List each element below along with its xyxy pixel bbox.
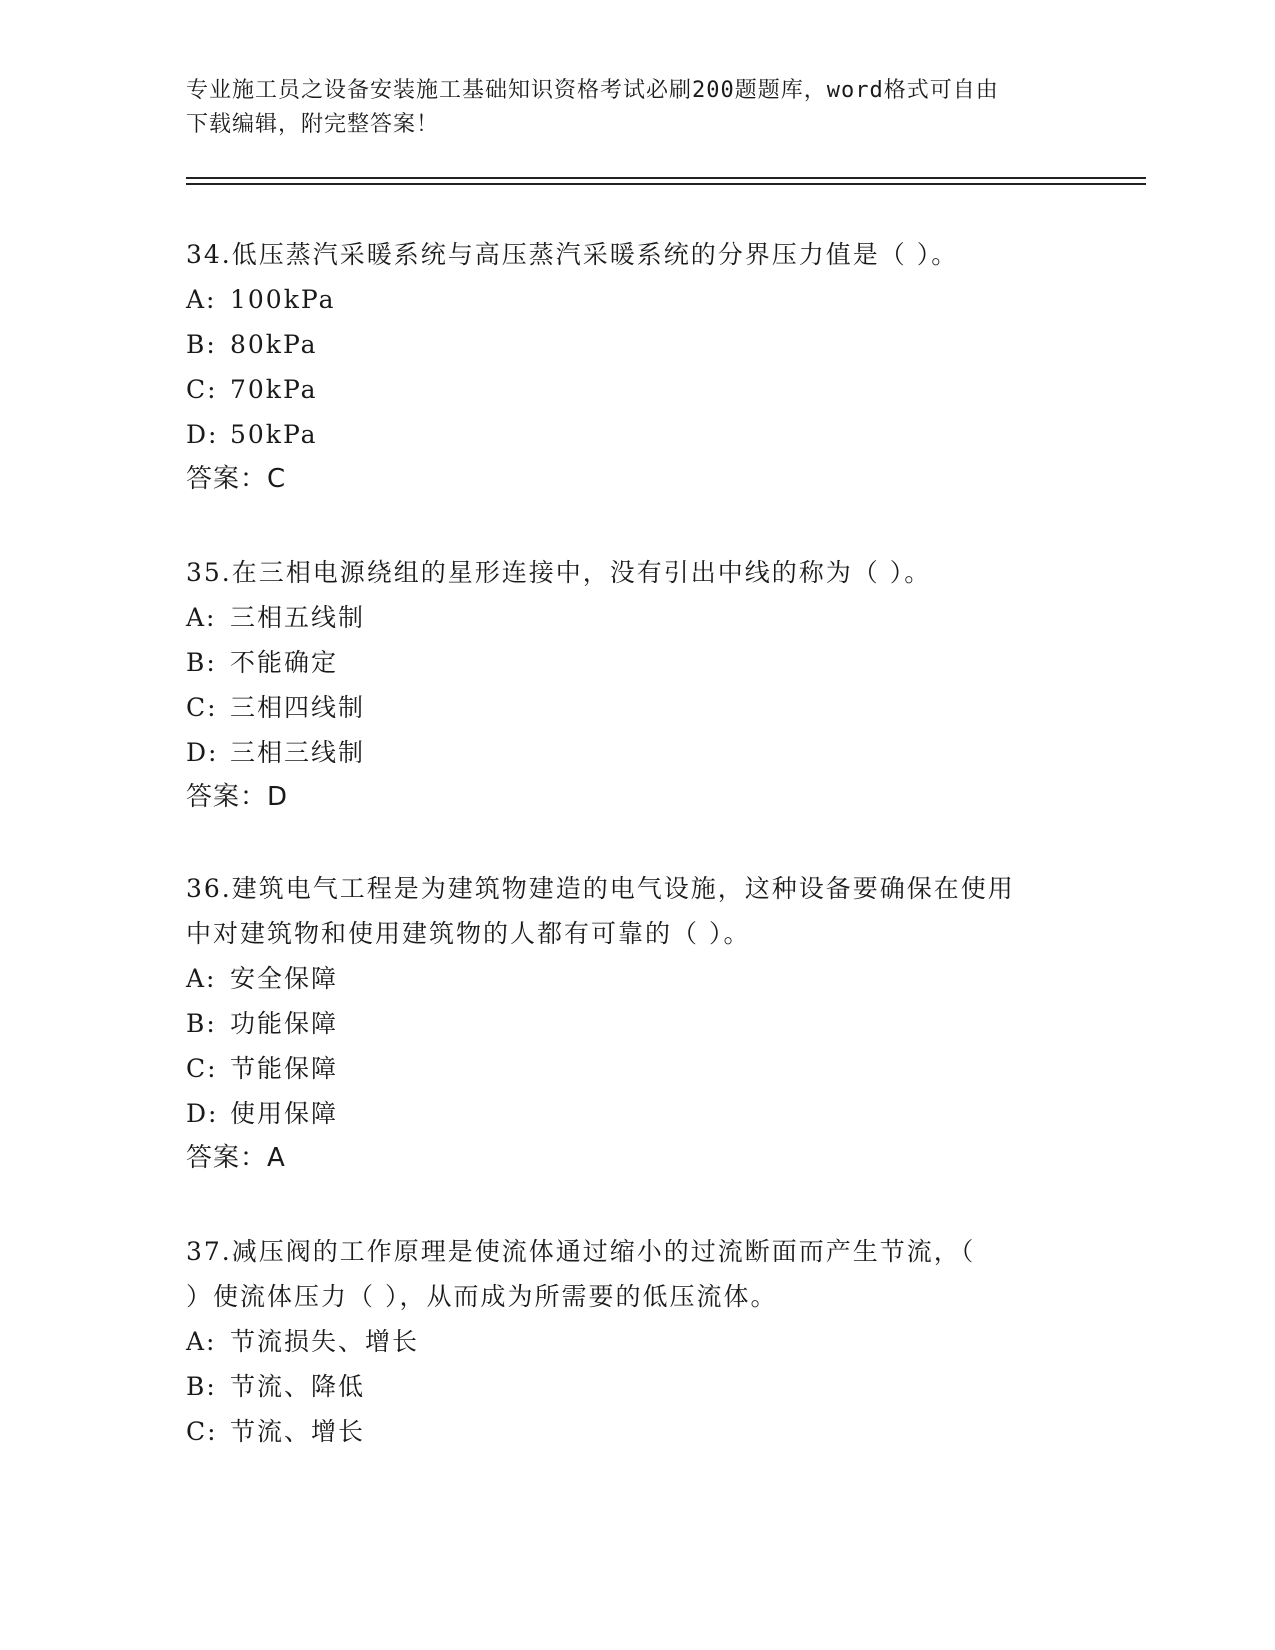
- option-text: 三相三线制: [230, 738, 366, 767]
- option-key: C:: [186, 1054, 218, 1083]
- option-text: 节流、增长: [230, 1417, 366, 1446]
- question-stem-line-1: 36.建筑电气工程是为建筑物建造的电气设施，这种设备要确保在使用: [186, 874, 1015, 903]
- option-text: 80kPa: [230, 330, 318, 359]
- option-key: A:: [186, 285, 217, 314]
- option-key: C:: [186, 1417, 218, 1446]
- option-text: 三相四线制: [230, 693, 366, 722]
- option-b: [186, 1001, 1086, 1046]
- option-key: B:: [186, 330, 217, 359]
- header-divider-top: [186, 177, 1146, 179]
- option-text: 节流、降低: [230, 1372, 366, 1401]
- option-text: 100kPa: [230, 285, 336, 314]
- question-34: [186, 232, 1086, 501]
- question-stem-line-2: 中对建筑物和使用建筑物的人都有可靠的（ ）。: [186, 919, 751, 948]
- option-a: [186, 595, 1086, 640]
- option-a: [186, 1319, 1086, 1364]
- option-text: 安全保障: [230, 964, 339, 993]
- option-c: [186, 685, 1086, 730]
- document-header: [186, 74, 1086, 142]
- option-key: D:: [186, 420, 219, 449]
- answer: 答案：C: [186, 464, 287, 494]
- option-key: D:: [186, 738, 219, 767]
- option-key: D:: [186, 1099, 219, 1128]
- option-text: 三相五线制: [230, 603, 366, 632]
- option-key: A:: [186, 603, 217, 632]
- option-a: [186, 277, 1086, 322]
- question-stem-line-1: 37.减压阀的工作原理是使流体通过缩小的过流断面而产生节流，（: [186, 1237, 976, 1266]
- option-d: [186, 1091, 1086, 1136]
- option-key: B:: [186, 1009, 217, 1038]
- option-key: B:: [186, 648, 217, 677]
- option-b: [186, 322, 1086, 367]
- option-text: 使用保障: [230, 1099, 339, 1128]
- question-stem-line-2: ）使流体压力（ ），从而成为所需要的低压流体。: [186, 1282, 778, 1311]
- header-title-line-2: 下载编辑，附完整答案！: [186, 112, 440, 137]
- option-c: [186, 1409, 1086, 1454]
- option-c: [186, 1046, 1086, 1091]
- question-36: [186, 866, 1086, 1180]
- option-a: [186, 956, 1086, 1001]
- question-stem: 35.在三相电源绕组的星形连接中，没有引出中线的称为（ ）。: [186, 558, 932, 587]
- question-stem: [186, 866, 1086, 956]
- option-key: A:: [186, 1327, 217, 1356]
- option-text: 不能确定: [230, 648, 339, 677]
- option-key: B:: [186, 1372, 217, 1401]
- option-b: [186, 640, 1086, 685]
- answer: 答案：A: [186, 1143, 286, 1173]
- option-text: 功能保障: [230, 1009, 339, 1038]
- question-stem: 34.低压蒸汽采暖系统与高压蒸汽采暖系统的分界压力值是（ ）。: [186, 240, 959, 269]
- option-c: [186, 367, 1086, 412]
- question-35: [186, 550, 1086, 819]
- option-d: [186, 730, 1086, 775]
- header-divider-bottom: [186, 183, 1146, 185]
- option-d: [186, 412, 1086, 457]
- option-key: C:: [186, 693, 218, 722]
- option-key: C:: [186, 375, 218, 404]
- option-text: 节能保障: [230, 1054, 339, 1083]
- option-text: 节流损失、增长: [230, 1327, 420, 1356]
- option-b: [186, 1364, 1086, 1409]
- header-title-line-1: 专业施工员之设备安装施工基础知识资格考试必刷200题题库，word格式可自由: [186, 78, 999, 103]
- question-stem: [186, 1229, 1086, 1319]
- question-37: [186, 1229, 1086, 1454]
- option-key: A:: [186, 964, 217, 993]
- option-text: 70kPa: [230, 375, 318, 404]
- option-text: 50kPa: [230, 420, 318, 449]
- answer: 答案：D: [186, 782, 289, 812]
